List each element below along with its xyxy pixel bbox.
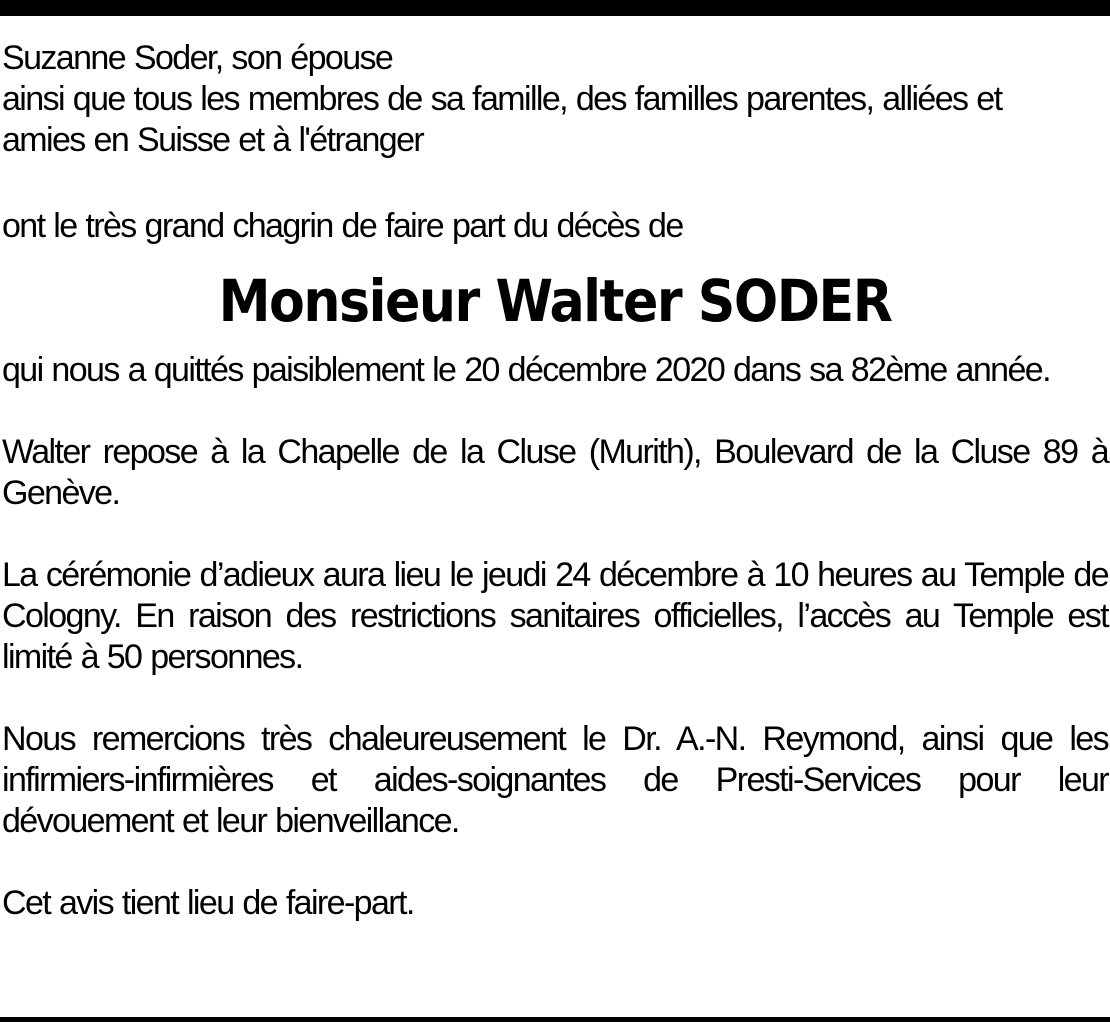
intro-line: Suzanne Soder, son épouse bbox=[2, 39, 393, 77]
bottom-rule bbox=[0, 1017, 1110, 1022]
deceased-name: Monsieur Walter SODER bbox=[218, 267, 892, 335]
ceremony-paragraph: La cérémonie d’adieux aura lieu le jeudi 24 décembre à 10 heures au Temple de Cologny. En raison des restrictions sanitaires officielles, l’accès au Temple est limité à 50 personnes. bbox=[2, 556, 1108, 676]
announcement-text: ont le très grand chagrin de faire part du décès de bbox=[2, 207, 683, 245]
closing-text: Cet avis tient lieu de faire-part. bbox=[2, 884, 414, 922]
obituary-notice bbox=[2, 38, 1108, 924]
intro-line: amies en Suisse et à l'étranger bbox=[2, 121, 424, 159]
intro-paragraph bbox=[2, 38, 1108, 161]
thanks-paragraph: Nous remercions très chaleureusement le Dr. A.-N. Reymond, ainsi que les infirmiers-infirmières et aides-soignantes de Presti-Services pour leur dévouement et leur bienveillance. bbox=[2, 720, 1108, 840]
repose-paragraph: Walter repose à la Chapelle de la Cluse (Murith), Boulevard de la Cluse 89 à Genève. bbox=[2, 433, 1108, 512]
top-rule bbox=[0, 0, 1110, 16]
intro-line: ainsi que tous les membres de sa famille, des familles parentes, alliées et bbox=[2, 80, 1002, 118]
passing-paragraph: qui nous a quittés paisiblement le 20 décembre 2020 dans sa 82ème année. bbox=[2, 351, 1050, 389]
